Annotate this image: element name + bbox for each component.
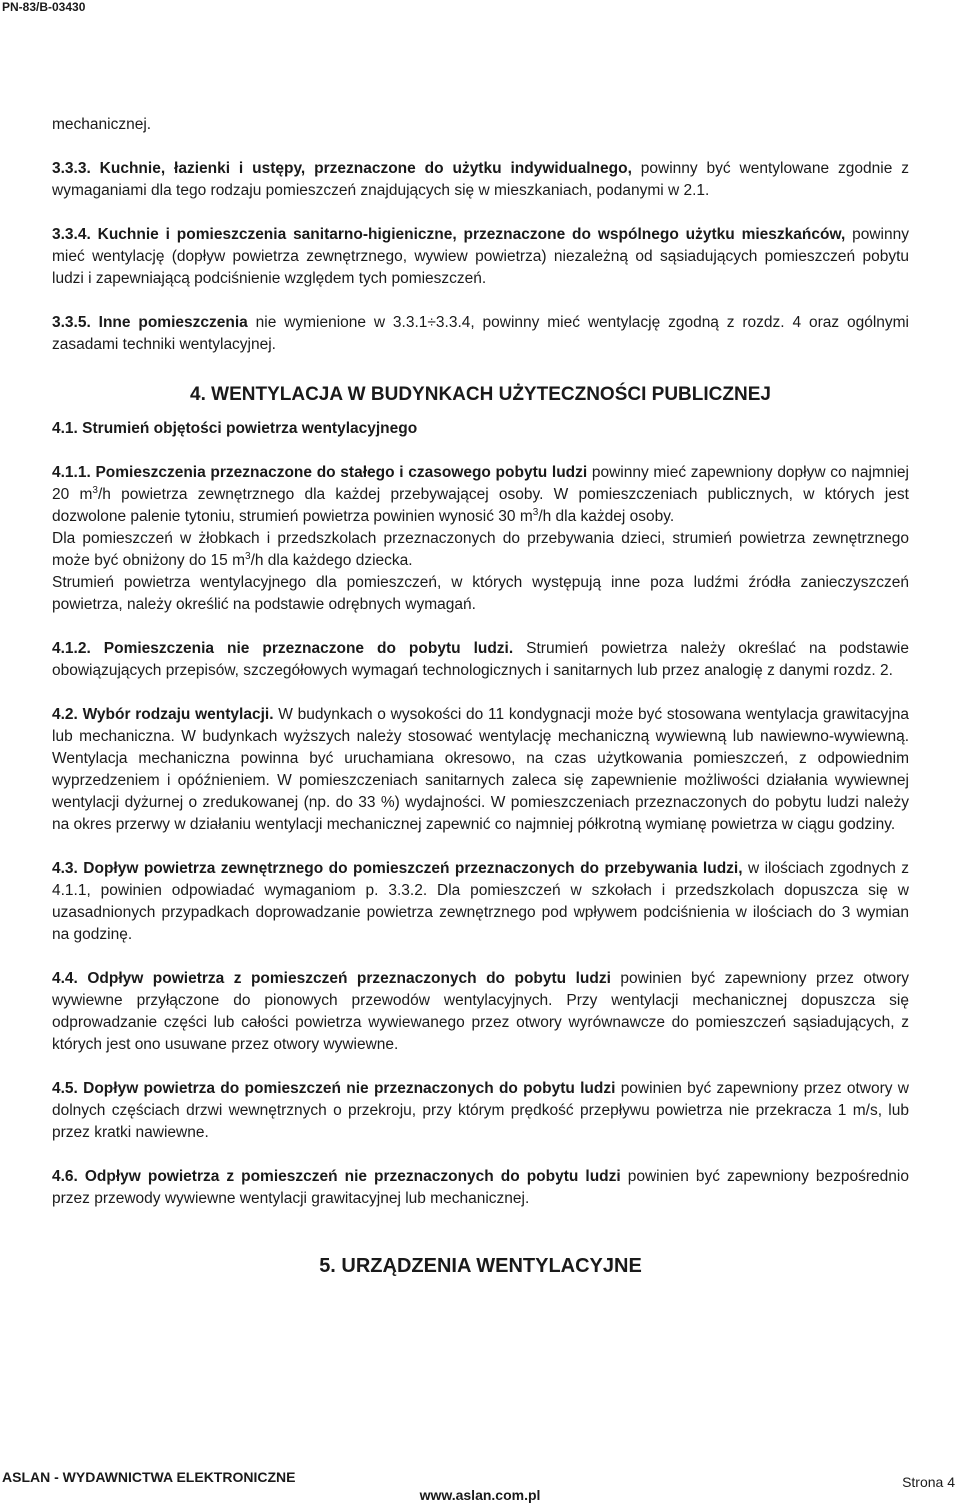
paragraph-4-2 (52, 704, 909, 836)
paragraph-heading: 4.1.2. Pomieszczenia nie przeznaczone do pobytu ludzi. (52, 640, 514, 657)
paragraph-4-1-1-nurseries (52, 528, 909, 572)
paragraph-text: Strumień powietrza należy określać na podstawie obowiązujących przepisów, szczegółowych wymagań technologicznych i sanitarnych lub przez analogię z danymi rozdz. 2. (52, 640, 909, 679)
paragraph-heading: 4.5. Dopływ powietrza do pomieszczeń nie przeznaczonych do pobytu ludzi (52, 1080, 616, 1097)
paragraph-3-3-4 (52, 224, 909, 290)
superscript: 3 (532, 507, 539, 518)
paragraph-4-6 (52, 1166, 909, 1210)
footer-publisher: ASLAN - WYDAWNICTWA ELEKTRONICZNE (2, 1469, 296, 1485)
paragraph-text: nie wymienione w 3.3.1÷3.3.4, powinny mieć wentylację zgodną z rozdz. 4 oraz ogólnymi zasadami techniki wentylacyjnej. (52, 314, 909, 353)
footer-url-link[interactable]: www.aslan.com.pl (419, 1487, 541, 1503)
paragraph-heading: 4.4. Odpływ powietrza z pomieszczeń przeznaczonych do pobytu ludzi (52, 970, 611, 987)
paragraph-text: /h dla każdej osoby. (538, 508, 675, 525)
paragraph-text: w ilościach zgodnych z 4.1.1, powinien odpowiadać wymaganiom p. 3.3.2. Dla pomieszczeń w szkołach i przedszkolach dopuszcza się w uzasadnionych przypadkach doprowadzanie powietrza zewnętrznego pod wpływem podciśnienia w ilościach do 3 wymian na godzinę. (52, 860, 909, 943)
paragraph-text: powinny być wentylowane zgodnie z wymaganiami dla tego rodzaju pomieszczeń znajdujących się w mieszkaniach, podanymi w 2.1. (52, 160, 909, 199)
document-body (52, 114, 909, 1280)
section-4-1-heading: 4.1. Strumień objętości powietrza wentylacyjnego (52, 420, 418, 437)
paragraph-4-5 (52, 1078, 909, 1144)
paragraph-text: powinny mieć zapewniony dopływ co najmniej 20 m (52, 464, 909, 503)
superscript: 3 (245, 551, 251, 562)
paragraph-4-4 (52, 968, 909, 1056)
footer-page-number: Strona 4 (902, 1474, 955, 1490)
paragraph-text: powinien być zapewniony przez otwory w dolnych częściach drzwi wewnętrznych o przekroju, przy którym prędkość przepływu powietrza nie przekracza 1 m/s, lub przez kratki nawiewne. (52, 1080, 910, 1141)
paragraph-text: /h powietrza zewnętrznego dla każdej przebywającej osoby. W pomieszczeniach publicznych, w których jest dozwolone palenie tytoniu, strumień powietrza powinien wynosić 30 m (52, 486, 909, 525)
paragraph-3-3-5 (52, 312, 909, 356)
standard-code: PN-83/B-03430 (2, 0, 86, 14)
paragraph-text: powinien być zapewniony bezpośrednio przez przewody wywiewne wentylacji grawitacyjnej lub mechanicznej. (52, 1168, 909, 1207)
paragraph-text: powinien być zapewniony przez otwory wywiewne przyłączone do pionowych przewodów wentylacyjnych. Przy wentylacji mechanicznej dopuszcza się odprowadzanie części lub całości powietrza wywiewanego przez otwory wyrównawcze do pomieszczeń sąsiadujących, z których jest ono usuwane przez otwory wywiewne. (52, 970, 909, 1053)
chapter-5-heading: 5. URZĄDZENIA WENTYLACYJNE (319, 1255, 642, 1277)
superscript: 3 (92, 485, 98, 496)
paragraph-4-1-1-pollutants: Strumień powietrza wentylacyjnego dla pomieszczeń, w których występują inne poza ludźmi źródła zanieczyszczeń powietrza, należy określić na podstawie odrębnych wymagań. (52, 574, 909, 613)
paragraph-4-1-2 (52, 638, 909, 682)
paragraph-3-3-3 (52, 158, 909, 202)
paragraph-heading: 3.3.5. Inne pomieszczenia (52, 314, 248, 331)
paragraph-text: /h dla każdego dziecka. (250, 552, 413, 569)
continuation-text: mechanicznej. (52, 116, 152, 133)
paragraph-text: W budynkach o wysokości do 11 kondygnacji może być stosowana wentylacja grawitacyjna lub mechaniczna. W budynkach wyższych należy stosować wentylację mechaniczną wywiewną lub nawiewno-wywiewną. Wentylacja mechaniczna powinna być uruchamiana okresowo, na czas użytkowania pomieszczeń, z odpowiednim wyprzedzeniem i opóźnieniem. W pomieszczeniach sanitarnych zaleca się zapewnienie możliwości działania wywiewnej wentylacji dyżurnej o zredukowanej (np. do 33 %) wydajności. W pomieszczeniach przeznaczonych do pobytu ludzi należy na okres przerwy w działaniu wentylacji mechanicznej zapewnić co najmniej półkrotną wymianę powietrza w ciągu godziny. (52, 706, 909, 833)
paragraph-heading: 4.6. Odpływ powietrza z pomieszczeń nie przeznaczonych do pobytu ludzi (52, 1168, 621, 1185)
paragraph-heading: 3.3.3. Kuchnie, łazienki i ustępy, przeznaczone do użytku indywidualnego, (52, 160, 632, 177)
chapter-4-heading: 4. WENTYLACJA W BUDYNKACH UŻYTECZNOŚCI PUBLICZNEJ (190, 384, 771, 405)
paragraph-text: Dla pomieszczeń w żłobkach i przedszkolach przeznaczonych do przebywania dzieci, strumień powietrza zewnętrznego może być obniżony do 15 m (52, 530, 909, 569)
paragraph-heading: 3.3.4. Kuchnie i pomieszczenia sanitarno-higieniczne, przeznaczone do wspólnego użytku mieszkańców, (52, 226, 846, 243)
paragraph-heading: 4.1.1. Pomieszczenia przeznaczone do stałego i czasowego pobytu ludzi (52, 464, 588, 481)
paragraph-text: powinny mieć wentylację (dopływ powietrza zewnętrznego, wywiew powietrza) niezależną od sąsiadujących pomieszczeń pobytu ludzi i zapewniającą podciśnienie względem tych pomieszczeń. (52, 226, 909, 287)
paragraph-heading: 4.3. Dopływ powietrza zewnętrznego do pomieszczeń przeznaczonych do przebywania ludzi, (52, 860, 743, 877)
paragraph-4-1-1 (52, 462, 909, 528)
paragraph-heading: 4.2. Wybór rodzaju wentylacji. (52, 706, 274, 723)
paragraph-4-3 (52, 858, 909, 946)
